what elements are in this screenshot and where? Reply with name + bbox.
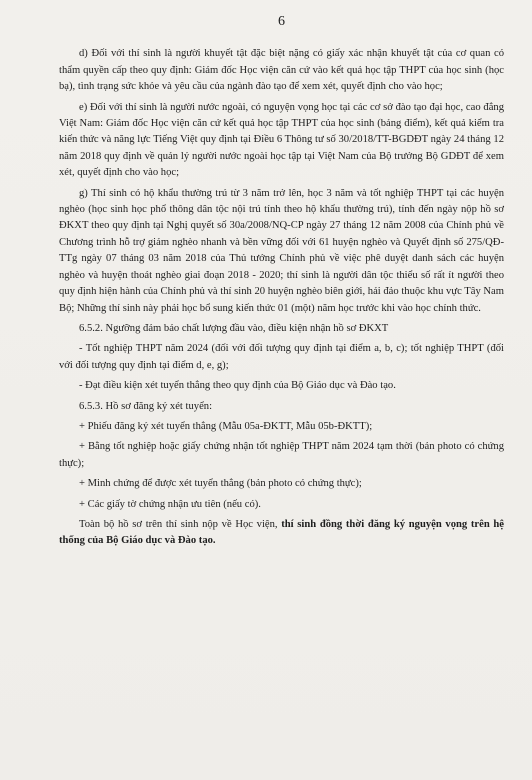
list-item-diploma: + Bằng tốt nghiệp hoặc giấy chứng nhận tốt nghiệp THPT năm 2024 tạm thời (bản photo có chứng thực); (59, 441, 504, 469)
paragraph-d: d) Đối với thí sinh là người khuyết tật đặc biệt nặng có giấy xác nhận khuyết tật của cơ quan có thẩm quyền cấp theo quy định: Giám đốc Học viện căn cứ vào kết quả học tập THPT của học sinh (học bạ), tình trạng sức khỏe và yêu cầu của ngành đào tạo để xem xét, quyết định cho vào học; (59, 48, 504, 93)
list-item-registration-form: + Phiếu đăng ký xét tuyển thẳng (Mẫu 05a-ĐKTT, Mẫu 05b-ĐKTT); (79, 420, 373, 432)
page-number: 6 (278, 14, 285, 29)
condition-direct-admission: - Đạt điều kiện xét tuyển thẳng theo quy định của Bộ Giáo dục và Đào tạo. (79, 380, 396, 392)
closing-paragraph (59, 517, 504, 550)
condition-graduation: - Tốt nghiệp THPT năm 2024 (đối với đối tượng quy định tại điểm a, b, c); tốt nghiệp THPT (đối với đối tượng quy định tại điểm d, e, g); (59, 343, 504, 371)
page-content (59, 14, 504, 554)
closing-normal-text: Toàn bộ hồ sơ trên thí sinh nộp về Học viện, (79, 518, 282, 530)
list-item-priority-docs: + Các giấy tờ chứng nhận ưu tiên (nếu có). (79, 498, 261, 510)
closing-bold-text: thí sinh đồng thời đăng ký nguyện vọng trên hệ thống của Bộ Giáo dục và Đào tạo. (59, 518, 504, 547)
section-heading-6-5-2: 6.5.2. Ngưỡng đảm bảo chất lượng đầu vào, điều kiện nhận hồ sơ ĐKXT (79, 322, 389, 334)
section-heading-6-5-3: 6.5.3. Hồ sơ đăng ký xét tuyển: (79, 400, 213, 412)
list-item-evidence: + Minh chứng để được xét tuyển thẳng (bản photo có chứng thực); (79, 478, 362, 490)
paragraph-e: e) Đối với thí sinh là người nước ngoài, có nguyện vọng học tại các cơ sở đào tạo đại học, cao đẳng Việt Nam: Giám đốc Học viện căn cứ kết quả học tập THPT của học sinh (bảng điểm), kết quả kiểm tra kiến thức và năng lực Tiếng Việt quy định tại Điều 6 Thông tư số 30/2018/TT-BGDĐT ngày 24 tháng 12 năm 2018 quy định về quản lý người nước ngoài học tập tại Việt Nam của Bộ trưởng Bộ GDĐT để xem xét, quyết định cho vào học; (59, 101, 504, 179)
paragraph-g: g) Thí sinh có hộ khẩu thường trú từ 3 năm trở lên, học 3 năm và tốt nghiệp THPT tại các huyện nghèo (học sinh học phổ thông dân tộc nội trú tính theo hộ khẩu thường trú), tính đến ngày nộp hồ sơ ĐKXT theo quy định tại Nghị quyết số 30a/2008/NQ-CP ngày 27 tháng 12 năm 2008 của Chính phủ về Chương trình hỗ trợ giảm nghèo nhanh và bền vững đối với 61 huyện nghèo và Quyết định số 275/QĐ-TTg ngày 07 tháng 03 năm 2018 của Thủ tướng Chính phủ về việc phê duyệt danh sách các huyện nghèo và huyện thoát nghèo giai đoạn 2018 - 2020; thí sinh là người dân tộc thiểu số rất ít người theo quy định hiện hành của Chính phủ và thí sinh 20 huyện nghèo biên giới, hải đảo thuộc khu vực Tây Nam Bộ; Những thí sinh này phải học bổ sung kiến thức 01 (một) năm học trước khi vào học chính thức. (59, 187, 504, 314)
